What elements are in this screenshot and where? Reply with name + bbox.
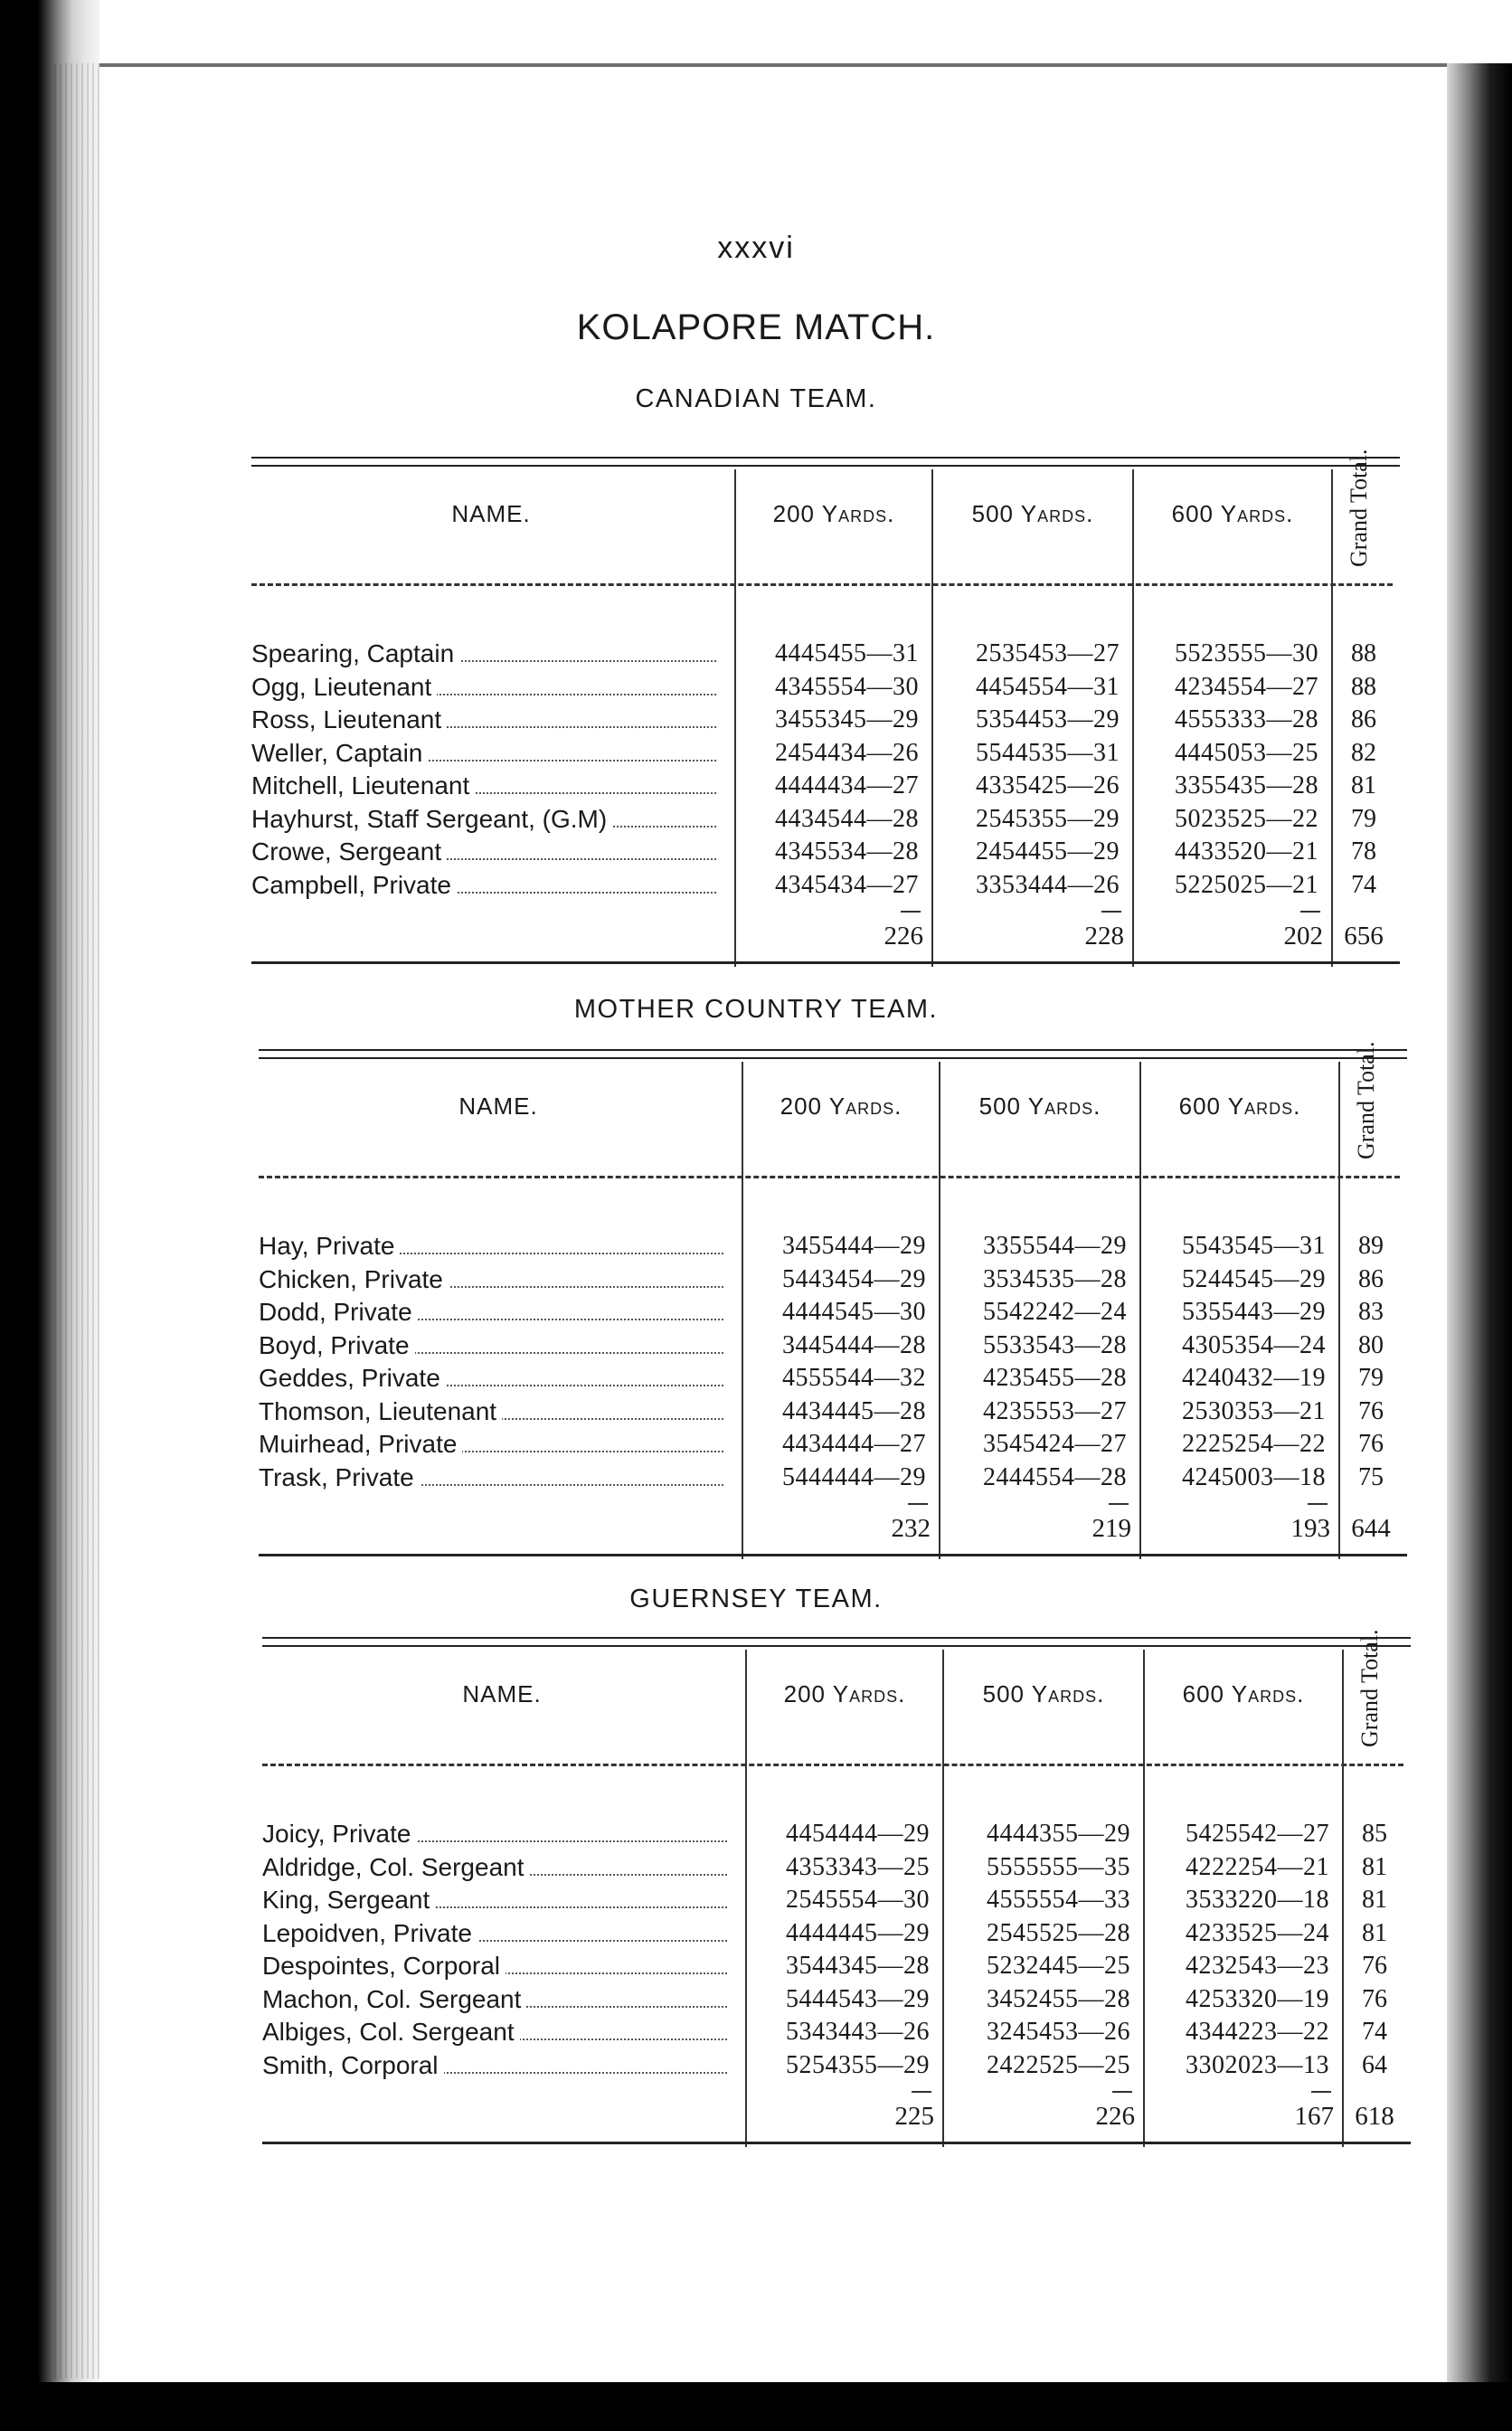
competitor-name: Machon, Col. Sergeant [262, 1985, 526, 2013]
table-row [259, 1329, 1407, 1362]
column-header-y200: 200 Yards. [783, 1680, 906, 1707]
table-row [251, 770, 1400, 802]
score-y200: 4444545—30 [782, 1298, 926, 1326]
score-y600: 5023525—22 [1175, 804, 1318, 833]
scan-bottom-shadow [0, 2382, 1512, 2431]
score-y200: 4434445—28 [782, 1396, 926, 1425]
column-total-y600: 167 [1294, 2102, 1334, 2131]
score-y200: 4454444—29 [786, 1820, 930, 1848]
score-y500: 2422525—25 [987, 2050, 1130, 2079]
score-y500: 2454455—29 [976, 837, 1120, 866]
score-y500: 2545355—29 [976, 804, 1120, 833]
score-y600: 3302023—13 [1186, 2050, 1329, 2079]
score-y200: 4345534—28 [775, 837, 919, 866]
column-header-name: NAME. [458, 1093, 538, 1120]
competitor-name: Smith, Corporal [262, 2051, 444, 2079]
header-underline [259, 1176, 1400, 1178]
table-row [251, 704, 1400, 736]
competitor-name: Crowe, Sergeant [251, 837, 447, 866]
score-y500: 2545525—28 [987, 1918, 1130, 1947]
table-top-rule [259, 1049, 1407, 1059]
score-y600: 4305354—24 [1182, 1330, 1326, 1359]
total-dash [901, 911, 921, 913]
score-y200: 3544345—28 [786, 1952, 930, 1980]
table-top-rule [251, 457, 1400, 467]
page-number: xxxvi [717, 231, 795, 265]
score-y200: 4434544—28 [775, 804, 919, 833]
row-name [251, 704, 722, 736]
row-name [259, 1362, 729, 1395]
row-name [262, 1884, 732, 1916]
row-name [262, 1851, 732, 1884]
header-underline [262, 1764, 1403, 1766]
row-name [262, 1950, 732, 1982]
score-y600: 3533220—18 [1186, 1886, 1329, 1914]
score-table [259, 1041, 1407, 1566]
table-row [251, 671, 1400, 704]
column-header-y200: 200 Yards. [780, 1093, 902, 1120]
score-y200: 4445455—31 [775, 639, 919, 667]
table-row [262, 2049, 1411, 2082]
competitor-name: Lepoidven, Private [262, 1919, 477, 1947]
competitor-name: Chicken, Private [259, 1265, 449, 1293]
score-y200: 4345554—30 [775, 672, 919, 701]
score-y200: 4434444—27 [782, 1430, 926, 1458]
competitor-name: Joicy, Private [262, 1820, 416, 1848]
score-y500: 5555555—35 [987, 1852, 1130, 1881]
column-header-y600: 600 Yards. [1182, 1680, 1305, 1707]
row-name [259, 1329, 729, 1362]
column-total-y500: 226 [1095, 2102, 1135, 2131]
score-y500: 5354453—29 [976, 705, 1120, 733]
score-y600: 4240432—19 [1182, 1364, 1326, 1392]
score-y200: 5443454—29 [782, 1264, 926, 1293]
table-row [262, 1818, 1411, 1850]
table-row [262, 2016, 1411, 2048]
competitor-name: Thomson, Lieutenant [259, 1397, 502, 1425]
competitor-name: Hay, Private [259, 1232, 400, 1260]
table-row [262, 1851, 1411, 1884]
table-row [262, 1917, 1411, 1950]
row-name [259, 1230, 729, 1263]
grand-total: 85 [1362, 1820, 1387, 1848]
column-header-grand-total: Grand Total. [1353, 1041, 1379, 1159]
score-y500: 2535453—27 [976, 639, 1120, 667]
table-bottom-rule [251, 961, 1400, 964]
column-header-y500: 500 Yards. [978, 1093, 1101, 1120]
grand-total: 76 [1362, 1952, 1387, 1980]
competitor-name: King, Sergeant [262, 1886, 435, 1914]
score-y200: 5254355—29 [786, 2050, 930, 2079]
column-total-y500: 219 [1091, 1514, 1131, 1543]
score-y600: 5425542—27 [1186, 1820, 1329, 1848]
row-name [262, 2016, 732, 2048]
score-y500: 3355544—29 [983, 1232, 1127, 1260]
total-dash [1101, 911, 1121, 913]
team-title: GUERNSEY TEAM. [629, 1584, 883, 1613]
header-underline [251, 583, 1393, 586]
table-row [251, 638, 1400, 670]
score-y600: 2530353—21 [1182, 1396, 1326, 1425]
grand-total: 88 [1351, 639, 1376, 667]
grand-total: 89 [1358, 1232, 1384, 1260]
competitor-name: Aldridge, Col. Sergeant [262, 1853, 530, 1881]
score-y200: 4345434—27 [775, 870, 919, 899]
grand-total: 76 [1358, 1396, 1384, 1425]
competitor-name: Weller, Captain [251, 739, 428, 767]
score-table [251, 449, 1400, 974]
score-y600: 4445053—25 [1175, 738, 1318, 767]
row-name [259, 1263, 729, 1296]
score-y500: 2444554—28 [983, 1462, 1127, 1491]
row-name [251, 803, 722, 836]
grand-total: 86 [1351, 705, 1376, 733]
team-title: CANADIAN TEAM. [635, 384, 877, 413]
table-row [262, 1884, 1411, 1916]
row-name [251, 770, 722, 802]
competitor-name: Trask, Private [259, 1463, 420, 1491]
table-row [259, 1395, 1407, 1428]
score-y600: 4253320—19 [1186, 1984, 1329, 2013]
score-y200: 4353343—25 [786, 1852, 930, 1881]
total-dash [912, 2091, 931, 2093]
scan-right-shadow [1447, 63, 1512, 2415]
score-y500: 4335425—26 [976, 771, 1120, 799]
competitor-name: Dodd, Private [259, 1298, 418, 1326]
column-header-grand-total: Grand Total. [1346, 449, 1372, 567]
score-y600: 5543545—31 [1182, 1232, 1326, 1260]
grand-total: 79 [1358, 1364, 1384, 1392]
row-name [262, 1818, 732, 1850]
table-row [251, 737, 1400, 770]
row-name [251, 836, 722, 868]
table-row [251, 803, 1400, 836]
score-table [262, 1629, 1411, 2154]
competitor-name: Albiges, Col. Sergeant [262, 2018, 520, 2046]
column-header-grand-total: Grand Total. [1356, 1629, 1383, 1747]
column-total-y200: 232 [891, 1514, 931, 1543]
score-y200: 2454434—26 [775, 738, 919, 767]
score-y600: 4234554—27 [1175, 672, 1318, 701]
grand-total: 82 [1351, 738, 1376, 767]
score-y200: 5444543—29 [786, 1984, 930, 2013]
score-y600: 4245003—18 [1182, 1462, 1326, 1491]
grand-total: 81 [1362, 1886, 1387, 1914]
row-name [262, 1983, 732, 2016]
score-y500: 4444355—29 [987, 1820, 1130, 1848]
competitor-name: Spearing, Captain [251, 639, 459, 667]
team-title: MOTHER COUNTRY TEAM. [573, 995, 939, 1024]
competitor-name: Mitchell, Lieutenant [251, 771, 475, 799]
score-y200: 4555544—32 [782, 1364, 926, 1392]
score-y200: 4444445—29 [786, 1918, 930, 1947]
score-y200: 2545554—30 [786, 1886, 930, 1914]
grand-total: 78 [1351, 837, 1376, 866]
score-y500: 3353444—26 [976, 870, 1120, 899]
table-bottom-rule [262, 2142, 1411, 2144]
grand-total: 81 [1362, 1918, 1387, 1947]
competitor-name: Ross, Lieutenant [251, 705, 447, 733]
team-grand-total: 644 [1351, 1514, 1391, 1543]
score-y200: 5343443—26 [786, 2018, 930, 2046]
table-row [259, 1230, 1407, 1263]
score-y600: 4555333—28 [1175, 705, 1318, 733]
score-y600: 5355443—29 [1182, 1298, 1326, 1326]
score-y600: 4233525—24 [1186, 1918, 1329, 1947]
score-y600: 4222254—21 [1186, 1852, 1329, 1881]
page-title: KOLAPORE MATCH. [576, 307, 936, 347]
row-name [259, 1428, 729, 1461]
competitor-name: Hayhurst, Staff Sergeant, (G.M) [251, 805, 612, 833]
table-row [262, 1950, 1411, 1982]
row-name [262, 1917, 732, 1950]
total-dash [1308, 1503, 1328, 1505]
score-y200: 5444444—29 [782, 1462, 926, 1491]
grand-total: 74 [1351, 870, 1376, 899]
total-dash [908, 1503, 928, 1505]
grand-total: 76 [1362, 1984, 1387, 2013]
score-y500: 5544535—31 [976, 738, 1120, 767]
score-y500: 5542242—24 [983, 1298, 1127, 1326]
table-row [259, 1428, 1407, 1461]
row-name [259, 1461, 729, 1494]
competitor-name: Boyd, Private [259, 1331, 415, 1359]
score-y500: 4555554—33 [987, 1886, 1130, 1914]
score-y500: 3245453—26 [987, 2018, 1130, 2046]
column-header-y200: 200 Yards. [772, 500, 895, 527]
row-name [251, 671, 722, 704]
grand-total: 76 [1358, 1430, 1384, 1458]
row-name [259, 1296, 729, 1329]
score-y500: 3545424—27 [983, 1430, 1127, 1458]
score-y600: 5523555—30 [1175, 639, 1318, 667]
competitor-name: Despointes, Corporal [262, 1952, 506, 1980]
row-name [251, 638, 722, 670]
score-y600: 2225254—22 [1182, 1430, 1326, 1458]
competitor-name: Geddes, Private [259, 1364, 446, 1392]
total-dash [1300, 911, 1320, 913]
score-y500: 3452455—28 [987, 1984, 1130, 2013]
score-y200: 3445444—28 [782, 1330, 926, 1359]
score-y200: 4444434—27 [775, 771, 919, 799]
score-y500: 3534535—28 [983, 1264, 1127, 1293]
column-header-y500: 500 Yards. [971, 500, 1094, 527]
grand-total: 83 [1358, 1298, 1384, 1326]
score-y600: 4344223—22 [1186, 2018, 1329, 2046]
score-y500: 4235553—27 [983, 1396, 1127, 1425]
score-y500: 4235455—28 [983, 1364, 1127, 1392]
table-row [259, 1263, 1407, 1296]
grand-total: 74 [1362, 2018, 1387, 2046]
column-header-name: NAME. [451, 500, 531, 527]
score-y600: 4433520—21 [1175, 837, 1318, 866]
competitor-name: Campbell, Private [251, 871, 457, 899]
table-row [251, 869, 1400, 902]
total-dash [1112, 2091, 1132, 2093]
column-total-y600: 193 [1290, 1514, 1330, 1543]
table-row [251, 836, 1400, 868]
column-header-name: NAME. [462, 1680, 542, 1707]
total-dash [1311, 2091, 1331, 2093]
table-row [259, 1362, 1407, 1395]
column-total-y200: 225 [894, 2102, 934, 2131]
row-name [262, 2049, 732, 2082]
competitor-name: Muirhead, Private [259, 1430, 462, 1458]
competitor-name: Ogg, Lieutenant [251, 673, 437, 701]
score-y600: 4232543—23 [1186, 1952, 1329, 1980]
score-y500: 5533543—28 [983, 1330, 1127, 1359]
score-y500: 4454554—31 [976, 672, 1120, 701]
grand-total: 75 [1358, 1462, 1384, 1491]
table-row [259, 1461, 1407, 1494]
row-name [259, 1395, 729, 1428]
grand-total: 88 [1351, 672, 1376, 701]
score-y600: 3355435—28 [1175, 771, 1318, 799]
grand-total: 81 [1351, 771, 1376, 799]
column-total-y600: 202 [1283, 922, 1323, 951]
column-total-y200: 226 [884, 922, 923, 951]
score-y600: 5244545—29 [1182, 1264, 1326, 1293]
grand-total: 64 [1362, 2050, 1387, 2079]
table-row [262, 1983, 1411, 2016]
table-bottom-rule [259, 1554, 1407, 1556]
column-header-y600: 600 Yards. [1171, 500, 1294, 527]
grand-total: 86 [1358, 1264, 1384, 1293]
table-top-rule [262, 1637, 1411, 1647]
grand-total: 79 [1351, 804, 1376, 833]
team-grand-total: 618 [1355, 2102, 1394, 2131]
score-y200: 3455444—29 [782, 1232, 926, 1260]
column-header-y500: 500 Yards. [982, 1680, 1105, 1707]
score-y500: 5232445—25 [987, 1952, 1130, 1980]
column-header-y600: 600 Yards. [1178, 1093, 1301, 1120]
grand-total: 81 [1362, 1852, 1387, 1881]
row-name [251, 737, 722, 770]
row-name [251, 869, 722, 902]
table-row [259, 1296, 1407, 1329]
column-total-y500: 228 [1084, 922, 1124, 951]
scan-top-margin [72, 0, 1512, 67]
score-y200: 3455345—29 [775, 705, 919, 733]
total-dash [1109, 1503, 1129, 1505]
grand-total: 80 [1358, 1330, 1384, 1359]
score-y600: 5225025—21 [1175, 870, 1318, 899]
team-grand-total: 656 [1344, 922, 1384, 951]
